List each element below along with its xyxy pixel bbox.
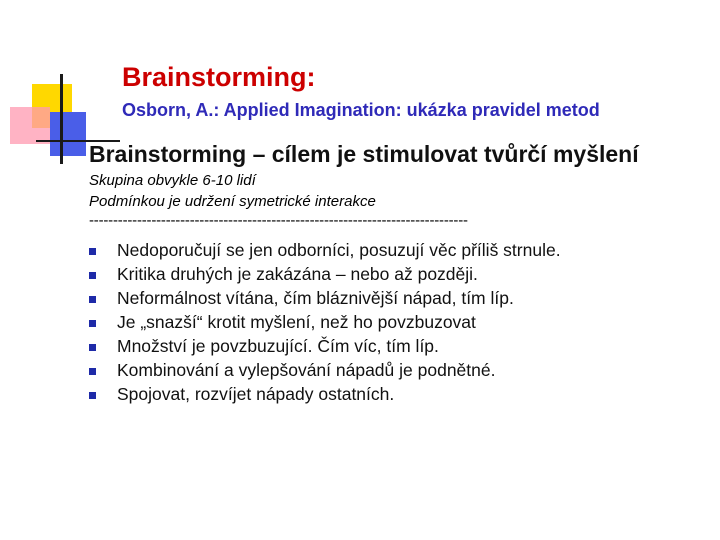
list-item-text: Je „snazší“ krotit myšlení, než ho povzbuzovat xyxy=(117,312,476,332)
list-item-text: Neformálnost vítána, čím bláznivější nápad, tím líp. xyxy=(117,288,514,308)
list-item xyxy=(86,382,561,406)
square-bullet-icon xyxy=(89,368,96,375)
list-item-text: Kritika druhých je zakázána – nebo až později. xyxy=(117,264,478,284)
note-symmetric-interaction: Podmínkou je udržení symetrické interakce xyxy=(89,193,376,210)
square-bullet-icon xyxy=(89,344,96,351)
square-bullet-icon xyxy=(89,272,96,279)
list-item xyxy=(86,334,561,358)
list-item xyxy=(86,358,561,382)
dashed-divider: ------------------------------------------------------------------------------- xyxy=(89,212,468,229)
square-bullet-icon xyxy=(89,248,96,255)
note-group-size: Skupina obvykle 6-10 lidí xyxy=(89,172,256,189)
list-item xyxy=(86,262,561,286)
list-item xyxy=(86,286,561,310)
list-item-text: Nedoporučují se jen odborníci, posuzují věc příliš strnule. xyxy=(117,240,561,260)
list-item-text: Kombinování a vylepšování nápadů je podnětné. xyxy=(117,360,496,380)
slide-subtitle: Osborn, A.: Applied Imagination: ukázka pravidel metod xyxy=(122,100,600,120)
slide-title: Brainstorming: xyxy=(122,62,316,92)
logo-pink-square xyxy=(10,107,50,144)
logo-vertical-line xyxy=(60,74,63,164)
square-bullet-icon xyxy=(89,320,96,327)
square-bullet-icon xyxy=(89,296,96,303)
list-item xyxy=(86,238,561,262)
logo-blue-square xyxy=(50,112,86,156)
rules-list xyxy=(86,238,561,406)
square-bullet-icon xyxy=(89,392,96,399)
list-item-text: Spojovat, rozvíjet nápady ostatních. xyxy=(117,384,395,404)
main-heading: Brainstorming – cílem je stimulovat tvůrčí myšlení xyxy=(89,141,639,167)
list-item-text: Množství je povzbuzující. Čím víc, tím líp. xyxy=(117,336,439,356)
list-item xyxy=(86,310,561,334)
